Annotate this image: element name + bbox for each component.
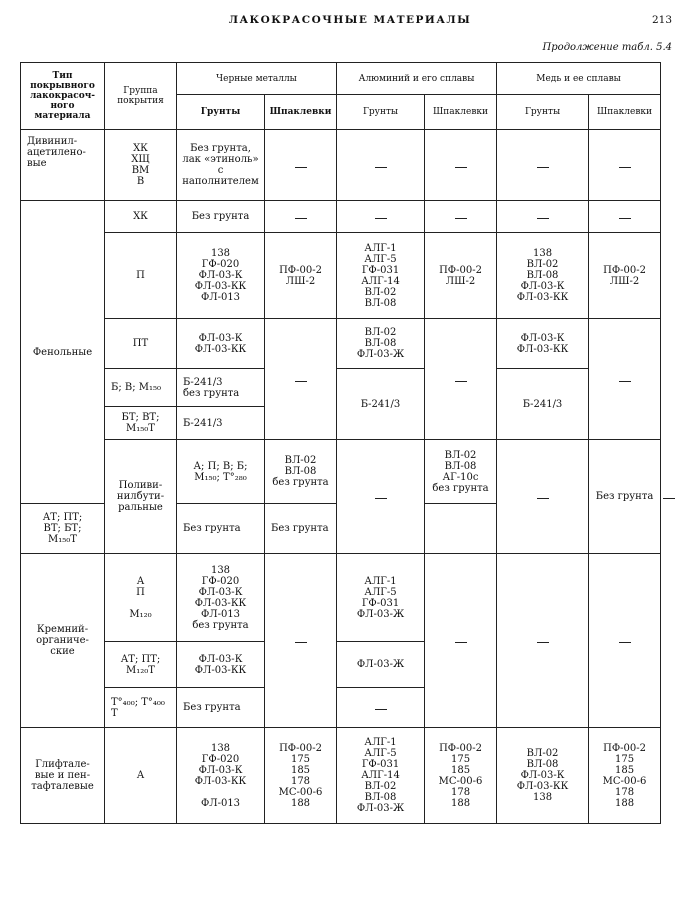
dash-mark — [619, 642, 631, 643]
group-cell: БТ; ВТ; М₁₅₀Т — [105, 407, 177, 440]
copper-primer-cell — [497, 201, 589, 233]
aluminum-putty-cell — [497, 440, 589, 554]
aluminum-putty-cell — [425, 130, 497, 201]
aluminum-putty-cell — [425, 319, 497, 440]
ferrous-primer-cell: 138 ГФ-020 ФЛ-03-К ФЛ-03-КК ФЛ-013 — [177, 728, 265, 824]
table-row — [21, 201, 661, 233]
dash-mark — [619, 381, 631, 382]
ferrous-primer-cell: ФЛ-03-К ФЛ-03-КК — [177, 319, 265, 369]
copper-putty-cell: ПФ-00-2 175 185 МС-00-6 178 188 — [589, 728, 661, 824]
dash-mark — [295, 167, 307, 168]
table-row — [21, 369, 661, 407]
aluminum-primer-cell: АЛГ-1 АЛГ-5 ГФ-031 ФЛ-03-Ж — [337, 554, 425, 642]
aluminum-primer-cell: Без грунта — [265, 504, 337, 554]
table-continuation-note: Продолжение табл. 5.4 — [542, 42, 672, 53]
dash-mark — [375, 709, 387, 710]
copper-primer-cell: ВЛ-02 ВЛ-08 ФЛ-03-К ФЛ-03-КК 138 — [497, 728, 589, 824]
dash-mark — [455, 642, 467, 643]
col-header-ferrous: Черные металлы — [177, 63, 337, 95]
ferrous-putty-cell: ПФ-00-2 ЛШ-2 — [265, 233, 337, 319]
copper-putty-cell — [589, 319, 661, 440]
ferrous-primer-cell: Б-241/3 без грунта — [177, 369, 265, 407]
col-header-aluminum-primers: Грунты — [337, 95, 425, 130]
copper-putty-cell — [589, 554, 661, 728]
dash-mark — [619, 167, 631, 168]
table-row — [21, 319, 661, 369]
dash-mark — [375, 167, 387, 168]
type-divinylacetylene: Дивинил- ацетилено- вые — [21, 130, 105, 201]
ferrous-primer-cell: ФЛ-03-К ФЛ-03-КК — [177, 642, 265, 688]
col-header-ferrous-primers: Грунты — [177, 95, 265, 130]
ferrous-primer-cell: 138 ГФ-020 ФЛ-03-К ФЛ-03-КК ФЛ-013 без грунта — [177, 554, 265, 642]
dash-mark — [455, 381, 467, 382]
type-phenolic: Фенольные — [21, 201, 105, 504]
group-cell: АТ; ПТ; М₁₂₀Т — [105, 642, 177, 688]
ferrous-primer-cell: Без грунта — [177, 201, 265, 233]
coatings-table — [20, 62, 661, 824]
col-header-aluminum-putties: Шпаклевки — [425, 95, 497, 130]
dash-mark — [663, 498, 675, 499]
ferrous-primer-cell: 138 ГФ-020 ФЛ-03-К ФЛ-03-КК ФЛ-013 — [177, 233, 265, 319]
dash-mark — [295, 381, 307, 382]
ferrous-putty-cell: ПФ-00-2 175 185 178 МС-00-6 188 — [265, 728, 337, 824]
aluminum-primer-cell — [337, 130, 425, 201]
ferrous-primer-cell: Б-241/3 — [177, 407, 265, 440]
copper-primer-cell: Без грунта — [589, 440, 661, 554]
type-polyvinylbutyral: Поливи- нилбути- ральные — [105, 440, 177, 554]
table-row — [21, 554, 661, 642]
group-cell: ХК — [105, 201, 177, 233]
aluminum-putty-cell — [425, 201, 497, 233]
ferrous-putty-cell — [265, 130, 337, 201]
dash-mark — [537, 218, 549, 219]
dash-mark — [537, 642, 549, 643]
aluminum-primer-cell — [337, 201, 425, 233]
aluminum-primer-cell — [337, 688, 425, 728]
aluminum-primer-cell: ВЛ-02 ВЛ-08 АГ-10с без грунта — [425, 440, 497, 504]
group-cell: АТ; ПТ; ВТ; БТ; М₁₅₀Т — [21, 504, 105, 554]
ferrous-putty-cell — [337, 440, 425, 554]
header-row-1 — [21, 63, 661, 95]
dash-mark — [375, 218, 387, 219]
group-cell: А П М₁₂₀ — [105, 554, 177, 642]
ferrous-primer-cell: Без грунта — [177, 504, 265, 554]
group-cell: Т°₄₀₀; Т°₄₀₀ Т — [105, 688, 177, 728]
page-number: 213 — [651, 14, 672, 26]
aluminum-primer-cell: АЛГ-1 АЛГ-5 ГФ-031 АЛГ-14 ВЛ-02 ВЛ-08 — [337, 233, 425, 319]
ferrous-primer-cell: Без грунта — [177, 688, 265, 728]
ferrous-primer-cell: Без грунта, лак «этиноль» с наполнителем — [177, 130, 265, 201]
table-row — [21, 233, 661, 319]
copper-primer-cell — [497, 130, 589, 201]
col-header-type: Тип покрывного лакокрасоч- ного материала — [21, 63, 105, 130]
ferrous-putty-cell — [265, 319, 337, 440]
ferrous-primer-cell: ВЛ-02 ВЛ-08 без грунта — [265, 440, 337, 504]
group-cell: П — [105, 233, 177, 319]
copper-putty-cell: ПФ-00-2 ЛШ-2 — [589, 233, 661, 319]
group-cell: ПТ — [105, 319, 177, 369]
table-row — [21, 728, 661, 824]
col-header-copper-putties: Шпаклевки — [589, 95, 661, 130]
col-header-ferrous-putties: Шпаклевки — [265, 95, 337, 130]
aluminum-putty-cell: ПФ-00-2 ЛШ-2 — [425, 233, 497, 319]
copper-putty-cell — [589, 130, 661, 201]
copper-primer-cell: Б-241/3 — [497, 369, 589, 440]
running-title: ЛАКОКРАСОЧНЫЕ МАТЕРИАЛЫ — [228, 14, 472, 26]
copper-primer-cell: ФЛ-03-К ФЛ-03-КК — [497, 319, 589, 369]
dash-mark — [295, 642, 307, 643]
copper-primer-cell: 138 ВЛ-02 ВЛ-08 ФЛ-03-К ФЛ-03-КК — [497, 233, 589, 319]
group-cell: Б; В; М₁₅₀ — [105, 369, 177, 407]
ferrous-putty-cell — [265, 554, 337, 728]
dash-mark — [375, 498, 387, 499]
group-cell: А; П; В; Б; М₁₅₀; Т°₂₈₀ — [177, 440, 265, 504]
table-row — [21, 440, 661, 504]
dash-mark — [537, 498, 549, 499]
copper-putty-cell — [589, 201, 661, 233]
dash-mark — [455, 218, 467, 219]
dash-mark — [619, 218, 631, 219]
copper-primer-cell — [497, 554, 589, 728]
ferrous-putty-cell — [265, 201, 337, 233]
aluminum-primer-cell: Б-241/3 — [337, 369, 425, 440]
page-header — [0, 14, 700, 30]
type-glyphthal-pentaphthal: Глифтале- вые и пен- тафталевые — [21, 728, 105, 824]
group-cell: А — [105, 728, 177, 824]
col-header-group: Группа покрытия — [105, 63, 177, 130]
aluminum-primer-cell: АЛГ-1 АЛГ-5 ГФ-031 АЛГ-14 ВЛ-02 ВЛ-08 ФЛ-03-Ж — [337, 728, 425, 824]
dash-mark — [537, 167, 549, 168]
group-cell: ХК ХЩ ВМ В — [105, 130, 177, 201]
dash-mark — [455, 167, 467, 168]
aluminum-primer-cell: ВЛ-02 ВЛ-08 ФЛ-03-Ж — [337, 319, 425, 369]
col-header-copper-primers: Грунты — [497, 95, 589, 130]
type-organosilicon: Кремний- органиче- ские — [21, 554, 105, 728]
aluminum-primer-cell: ФЛ-03-Ж — [337, 642, 425, 688]
col-header-copper: Медь и ее сплавы — [497, 63, 661, 95]
col-header-aluminum: Алюминий и его сплавы — [337, 63, 497, 95]
table-row — [21, 130, 661, 201]
aluminum-putty-cell — [425, 554, 497, 728]
aluminum-putty-cell: ПФ-00-2 175 185 МС-00-6 178 188 — [425, 728, 497, 824]
dash-mark — [295, 218, 307, 219]
